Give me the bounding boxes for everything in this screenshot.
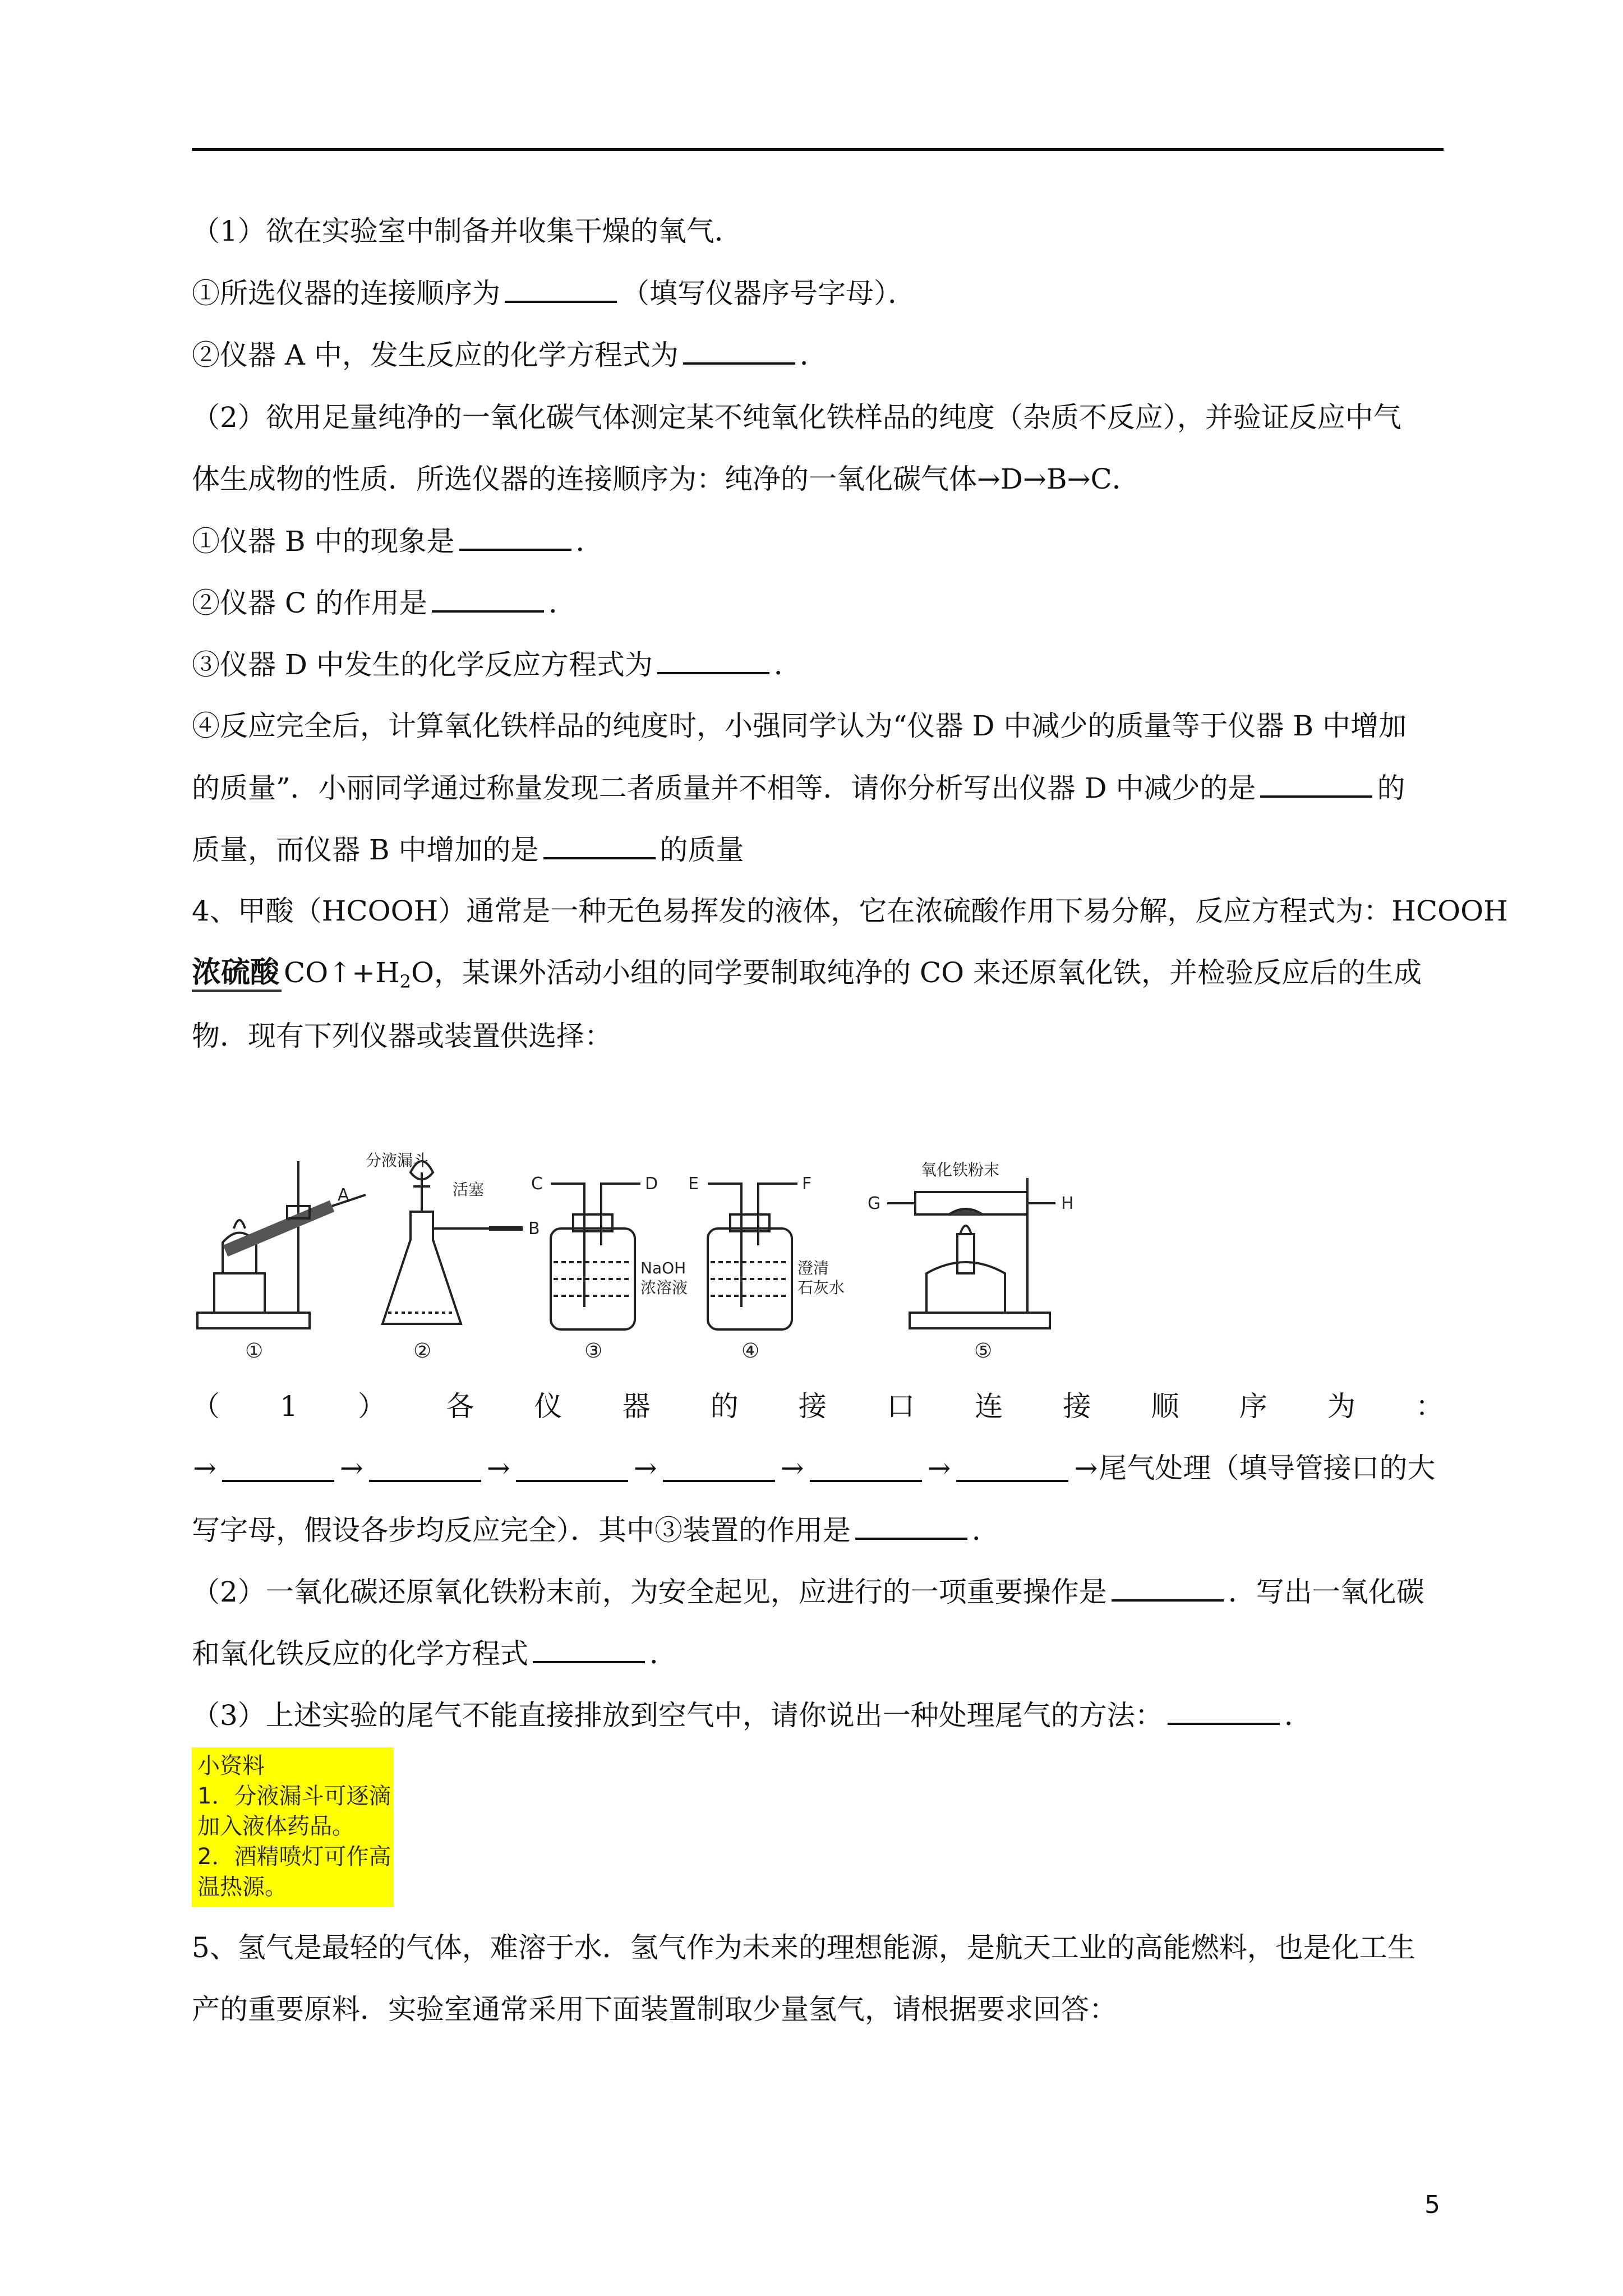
text-line: 4、甲酸（HCOOH）通常是一种无色易挥发的液体，它在浓硫酸作用下易分解，反应方程式为：HCOOH: [192, 895, 1508, 927]
apparatus-number-3: ③: [584, 1340, 603, 1363]
text-line: 的质量”．小丽同学通过称量发现二者质量并不相等．请你分析写出仪器 D 中减少的是 的: [192, 770, 1444, 806]
answer-blank[interactable]: [683, 337, 795, 365]
text-line: 和氧化铁反应的化学方程式 ．: [192, 1635, 1444, 1672]
answer-blank[interactable]: [855, 1512, 967, 1540]
note-line: 温热源。: [197, 1874, 287, 1900]
label-iron-oxide: 氧化铁粉末: [921, 1161, 1000, 1179]
answer-blank[interactable]: [1168, 1697, 1280, 1725]
text-line: 写字母，假设各步均反应完全）．其中③装置的作用是 ．: [192, 1512, 1444, 1548]
answer-blank[interactable]: [533, 1635, 645, 1663]
label-naoh: NaOH: [640, 1259, 686, 1277]
port-label-c: C: [531, 1174, 543, 1194]
spaced-char: ）: [358, 1390, 386, 1423]
spaced-char: （: [192, 1390, 220, 1423]
label-stopcock: 活塞: [453, 1180, 485, 1199]
port-answer-blank[interactable]: [956, 1454, 1068, 1482]
apparatus-3: [551, 1184, 640, 1329]
arrow-icon: →: [927, 1452, 951, 1484]
port-label-b: B: [528, 1219, 540, 1239]
port-answer-blank[interactable]: [516, 1454, 628, 1482]
port-answer-blank[interactable]: [222, 1454, 334, 1482]
arrow-icon: →: [1074, 1452, 1098, 1484]
note-line: 1．分液漏斗可逐滴: [197, 1783, 391, 1809]
port-answer-blank[interactable]: [810, 1454, 922, 1482]
note-title: 小资料: [197, 1753, 265, 1779]
apparatus-number-5: ⑤: [974, 1340, 993, 1363]
reaction-condition: 浓硫酸: [192, 956, 282, 992]
spaced-char: 仪: [534, 1390, 562, 1423]
text-line: 体生成物的性质．所选仪器的连接顺序为：纯净的一氧化碳气体→D→B→C．: [192, 463, 1140, 495]
label-limewater-2: 石灰水: [797, 1278, 845, 1297]
apparatus-number-1: ①: [245, 1340, 264, 1363]
connection-tail-text: 尾气处理（填导管接口的大: [1099, 1452, 1436, 1484]
port-label-a: A: [338, 1185, 349, 1205]
text-line: 物．现有下列仪器或装置供选择：: [192, 1020, 612, 1052]
spaced-question-line: [192, 1388, 1444, 1424]
text-line: [192, 1388, 1444, 1424]
text-line: ③仪器 D 中发生的化学反应方程式为 ．: [192, 646, 1444, 683]
apparatus-number-2: ②: [413, 1340, 432, 1363]
arrow-icon: →: [339, 1452, 363, 1484]
apparatus-5: [887, 1178, 1055, 1328]
answer-blank[interactable]: [459, 523, 571, 551]
port-label-d: D: [645, 1174, 658, 1194]
answer-blank[interactable]: [432, 585, 544, 613]
arrow-icon: →: [193, 1452, 216, 1484]
text-line: ④反应完全后，计算氧化铁样品的纯度时，小强同学认为“仪器 D 中减少的质量等于仪器 B 中增加: [192, 710, 1407, 742]
text-line: 5、氢气是最轻的气体，难溶于水．氢气作为未来的理想能源，是航天工业的高能燃料，也是化工生: [192, 1931, 1415, 1964]
note-line: 2．酒精喷灯可作高: [197, 1844, 391, 1870]
text-line: ②仪器 C 的作用是 ．: [192, 585, 1444, 621]
port-label-e: E: [688, 1174, 699, 1194]
answer-blank[interactable]: [657, 646, 769, 674]
answer-blank[interactable]: [1112, 1573, 1224, 1602]
spaced-char: 接: [1063, 1390, 1091, 1423]
apparatus-4: [708, 1184, 797, 1329]
spaced-char: 顺: [1151, 1390, 1179, 1423]
text-line: （3）上述实验的尾气不能直接排放到空气中，请你说出一种处理尾气的方法： ．: [192, 1697, 1444, 1733]
answer-blank[interactable]: [543, 831, 656, 859]
spaced-char: 器: [622, 1390, 651, 1423]
port-answer-blank[interactable]: [663, 1454, 775, 1482]
reference-note: [192, 1747, 394, 1907]
arrow-icon: →: [780, 1452, 804, 1484]
text-line: （1）欲在实验室中制备并收集干燥的氧气．: [192, 215, 743, 247]
text-line: ①仪器 B 中的现象是 ．: [192, 523, 1444, 559]
spaced-char: ：: [1415, 1390, 1444, 1423]
text-line: 产的重要原料．实验室通常采用下面装置制取少量氢气，请根据要求回答：: [192, 1993, 1117, 2026]
spaced-char: 为: [1327, 1390, 1355, 1423]
port-label-f: F: [802, 1174, 812, 1194]
arrow-icon: →: [486, 1452, 510, 1484]
port-label-h: H: [1061, 1194, 1074, 1213]
text-line: （2）一氧化碳还原氧化铁粉末前，为安全起见，应进行的一项重要操作是 ．写出一氧化碳: [192, 1573, 1444, 1610]
text-line: ②仪器 A 中，发生反应的化学方程式为 ．: [192, 337, 1444, 373]
note-line: 加入液体药品。: [197, 1814, 354, 1839]
spaced-char: 各: [446, 1390, 474, 1423]
spaced-char: 的: [710, 1390, 739, 1423]
label-funnel: 分液漏斗: [366, 1151, 429, 1170]
header-rule: [192, 148, 1444, 151]
text-line: 浓硫酸 $CO↑+H_2O$，某课外活动小组的同学要制取纯净的 CO 来还原氧化铁，并检验反应后的生成: [192, 956, 1422, 992]
text-line: ①所选仪器的连接顺序为 （填写仪器序号字母）．: [192, 275, 1444, 311]
label-naoh-solution: 浓溶液: [640, 1278, 688, 1297]
page-number: 5: [1424, 2191, 1440, 2219]
text-line: （2）欲用足量纯净的一氧化碳气体测定某不纯氧化铁样品的纯度（杂质不反应），并验证反应中气: [192, 401, 1401, 434]
spaced-char: 序: [1239, 1390, 1267, 1423]
spaced-char: 连: [975, 1390, 1003, 1423]
connection-order-line: [192, 1450, 1444, 1486]
text-line: 质量，而仪器 B 中增加的是 的质量: [192, 831, 1444, 868]
label-limewater-1: 澄清: [797, 1259, 829, 1277]
answer-blank[interactable]: [505, 275, 617, 303]
spaced-char: 接: [798, 1390, 827, 1423]
apparatus-figure: [192, 1144, 1112, 1369]
port-answer-blank[interactable]: [369, 1454, 481, 1482]
spaced-char: 1: [280, 1390, 298, 1423]
answer-blank[interactable]: [1260, 770, 1372, 798]
spaced-char: 口: [887, 1390, 915, 1423]
apparatus-number-4: ④: [741, 1340, 760, 1363]
arrow-icon: →: [633, 1452, 657, 1484]
port-label-g: G: [868, 1194, 881, 1213]
